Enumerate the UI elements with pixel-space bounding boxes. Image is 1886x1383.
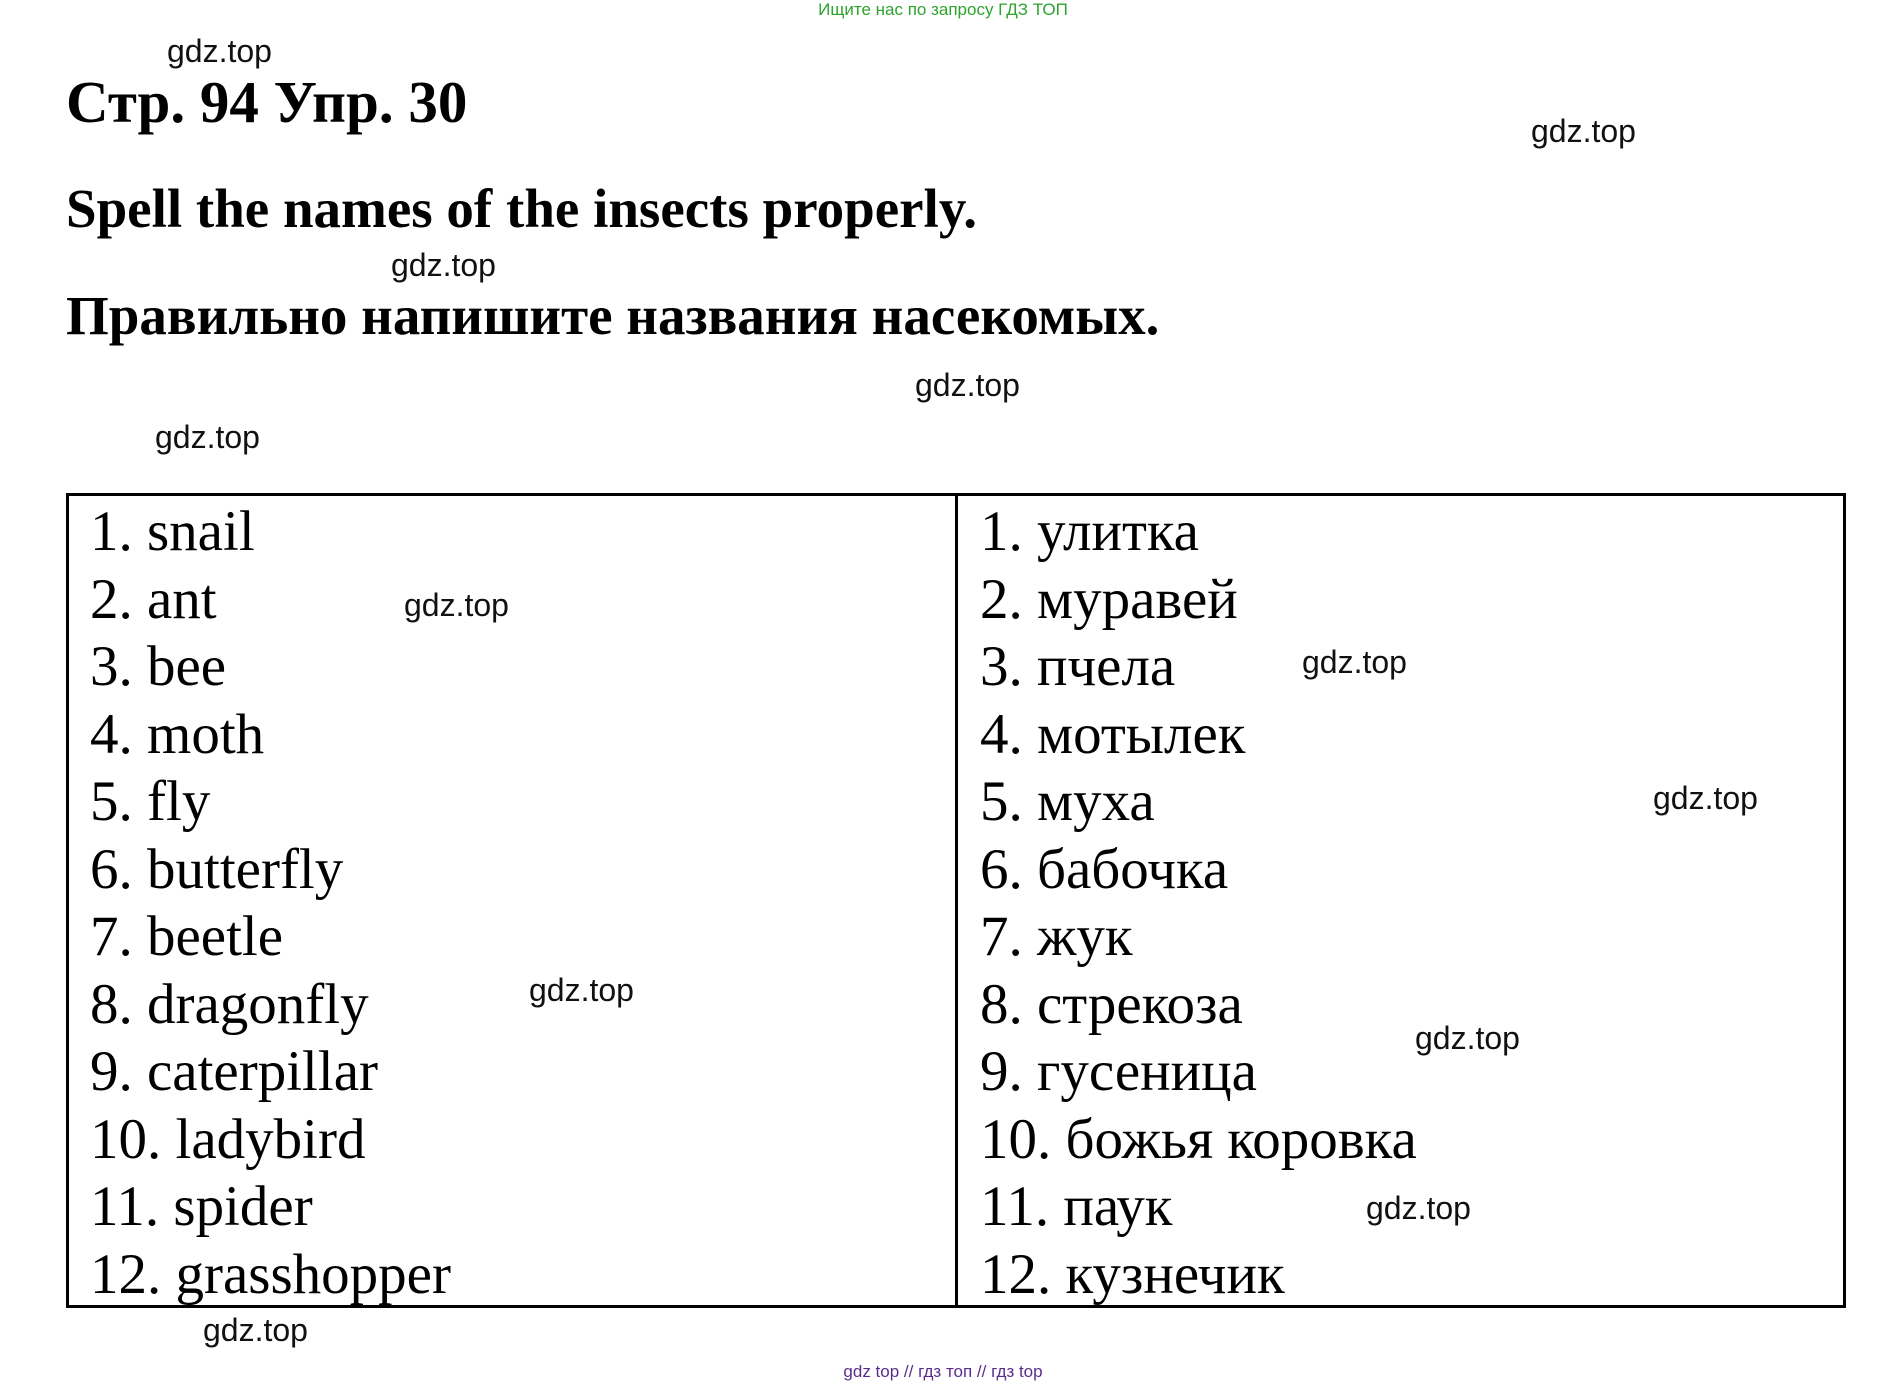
list-item: 7. beetle xyxy=(90,905,284,968)
russian-column xyxy=(980,498,1417,1308)
list-item: 10. божья коровка xyxy=(980,1107,1417,1171)
list-item: 12. кузнечик xyxy=(980,1242,1285,1306)
english-column xyxy=(90,498,451,1308)
list-item: 4. moth xyxy=(90,702,265,766)
list-item: 2. муравей xyxy=(980,567,1238,631)
watermark: gdz.top xyxy=(391,247,496,283)
list-item: 1. улитка xyxy=(980,500,1199,563)
list-item: 3. bee xyxy=(90,635,227,698)
footer-links[interactable]: gdz top // гдз топ // гдз top xyxy=(843,1362,1043,1381)
watermark: gdz.top xyxy=(1531,113,1636,149)
list-item: 10. ladybird xyxy=(90,1107,366,1171)
list-item: 6. бабочка xyxy=(980,837,1229,901)
list-item: 9. caterpillar xyxy=(90,1040,379,1103)
list-item: 8. dragonfly xyxy=(90,972,369,1036)
instruction-russian: Правильно напишите названия насекомых. xyxy=(66,285,1160,346)
list-item: 9. гусеница xyxy=(980,1040,1257,1103)
instruction-english: Spell the names of the insects properly. xyxy=(66,178,978,239)
watermark: gdz.top xyxy=(1415,1020,1520,1056)
list-item: 4. мотылек xyxy=(980,702,1246,766)
list-item: 5. fly xyxy=(90,770,211,833)
watermark: gdz.top xyxy=(155,419,260,455)
watermark: gdz.top xyxy=(1302,644,1407,680)
list-item: 3. пчела xyxy=(980,635,1176,698)
list-item: 12. grasshopper xyxy=(90,1242,451,1306)
page-title: Стр. 94 Упр. 30 xyxy=(66,69,468,135)
table-divider xyxy=(955,493,958,1308)
list-item: 1. snail xyxy=(90,500,255,563)
list-item: 8. стрекоза xyxy=(980,972,1243,1036)
list-item: 11. spider xyxy=(90,1175,313,1238)
watermark: gdz.top xyxy=(203,1312,308,1348)
watermark: gdz.top xyxy=(915,367,1020,403)
watermark: gdz.top xyxy=(1366,1190,1471,1226)
watermark: gdz.top xyxy=(529,972,634,1008)
watermark: gdz.top xyxy=(404,587,509,623)
list-item: 2. ant xyxy=(90,567,217,631)
list-item: 7. жук xyxy=(980,905,1133,968)
top-banner[interactable]: Ищите нас по запросу ГДЗ ТОП xyxy=(818,0,1068,19)
list-item: 5. муха xyxy=(980,770,1155,833)
list-item: 11. паук xyxy=(980,1175,1173,1238)
watermark: gdz.top xyxy=(167,33,272,69)
list-item: 6. butterfly xyxy=(90,837,344,901)
watermark: gdz.top xyxy=(1653,780,1758,816)
